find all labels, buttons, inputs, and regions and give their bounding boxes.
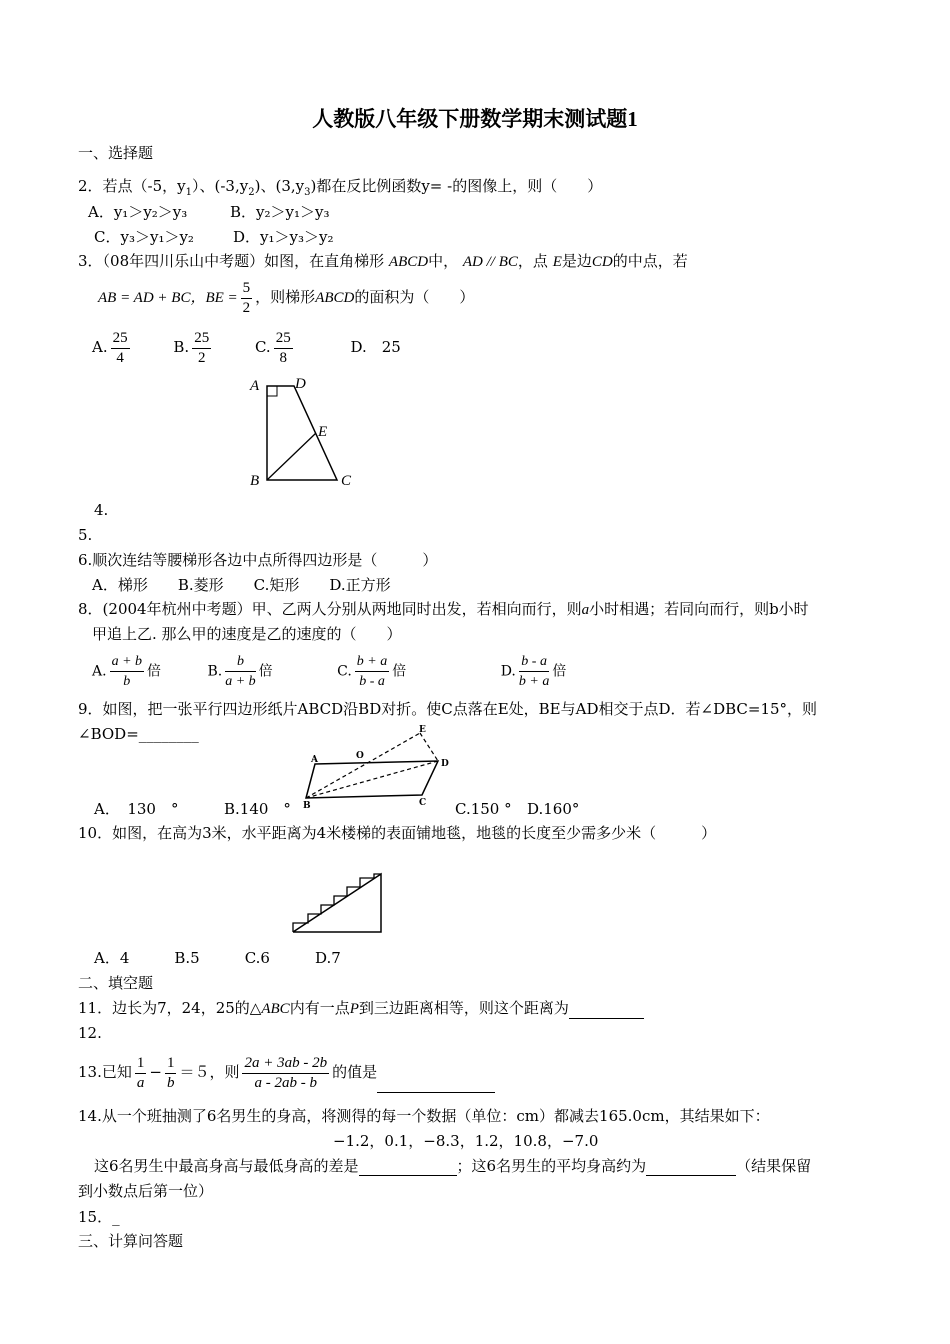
q14-line3-b: ；这6名男生的平均身高约为 xyxy=(456,1157,647,1175)
q13-minus: − xyxy=(149,1063,162,1081)
q2-option-c: C．y₃＞y₁＞y₂ xyxy=(94,228,194,246)
q3-e: E xyxy=(552,254,562,270)
q3-tail2: 的面积为（ ） xyxy=(354,288,475,306)
q10-options: A．4 B.5 C.6 D.7 xyxy=(94,949,341,967)
q14-line3 xyxy=(94,1156,811,1176)
q8-a-num: a + b xyxy=(110,652,144,672)
q8-b-den: a + b xyxy=(225,674,256,689)
q3-line1-a: 3．（08年四川乐山中考题）如图，在直角梯形 xyxy=(78,252,385,270)
section-choice: 一、选择题 xyxy=(78,144,154,162)
q3-zhongdian: 的中点，若 xyxy=(612,252,688,270)
q8-c-num: b + a xyxy=(355,652,389,672)
section-calc: 三、计算问答题 xyxy=(78,1232,184,1250)
q3-b-num: 25 xyxy=(192,329,211,349)
q2-stem xyxy=(78,176,602,203)
q8-d-den: b + a xyxy=(518,674,550,689)
q8-d-num: b - a xyxy=(519,652,549,672)
q8-bei-a: 倍 xyxy=(147,663,162,680)
page-title: 人教版八年级下册数学期末测试题1 xyxy=(312,107,638,131)
q9-option-c: C.150 ° xyxy=(455,800,512,818)
q14-line3-a: 这6名男生中最高身高与最低身高的差是 xyxy=(94,1157,359,1175)
q2-option-b: B．y₂＞y₁＞y₃ xyxy=(230,203,330,221)
q11-answer-blank[interactable] xyxy=(569,1002,644,1019)
q13-f2-num: 1 xyxy=(165,1054,177,1074)
q2-option-d: D．y₁＞y₃＞y₂ xyxy=(233,228,334,246)
q2-stem-c: )、(3,y xyxy=(254,177,305,195)
q12: 12. xyxy=(78,1024,102,1042)
q3-b-den: 2 xyxy=(197,349,206,366)
q3-zhong: 中， xyxy=(428,252,459,270)
q2-option-a: A．y₁＞y₂＞y₃ xyxy=(88,203,188,221)
q3-cd: CD xyxy=(591,254,613,270)
q3-tail: ，则梯形 xyxy=(255,288,316,306)
label-e: E xyxy=(419,725,426,735)
q3-option-d: D. 25 xyxy=(350,338,401,356)
trapezoid-figure xyxy=(245,372,365,492)
q9-option-a: A． 130 ° xyxy=(94,800,179,818)
label-c: C xyxy=(419,798,427,808)
q13-f3-num: 2a + 3ab - 2b xyxy=(242,1054,329,1074)
label-b: B xyxy=(303,801,311,811)
q3-c-den: 8 xyxy=(279,349,287,366)
q13-f1-num: 1 xyxy=(135,1054,147,1074)
label-e: E xyxy=(318,424,328,440)
q6-options: A．梯形 B.菱形 C.矩形 D.正方形 xyxy=(92,576,391,594)
q11-abc: ABC xyxy=(261,1001,290,1017)
q11 xyxy=(78,998,644,1019)
q11-c: 到三边距离相等，则这个距离为 xyxy=(358,999,569,1017)
q14-line4: 到小数点后第一位） xyxy=(78,1182,214,1200)
q14-answer-blank-2[interactable] xyxy=(646,1159,736,1176)
q8-options xyxy=(92,652,566,691)
q8-option-d: D. xyxy=(500,663,516,680)
q3-frac-num: 5 xyxy=(241,279,253,299)
q8-b-num: b xyxy=(225,652,255,672)
q3-condition: AB = AD + BC，BE = xyxy=(98,290,238,306)
q13 xyxy=(78,1053,495,1093)
q2-sub2: 2 xyxy=(248,187,255,198)
q2-sub1: 1 xyxy=(185,187,193,198)
q8-bei-c: 倍 xyxy=(392,663,407,680)
q3-a-num: 25 xyxy=(111,329,130,349)
staircase-figure xyxy=(290,870,385,935)
q8-option-a: A. xyxy=(92,663,107,680)
q3-fraction xyxy=(241,279,253,318)
q8-bei-b: 倍 xyxy=(258,663,273,680)
q3-shibian: 是边 xyxy=(561,252,592,270)
q3-option-c: C. xyxy=(254,338,271,356)
q3-a-den: 4 xyxy=(116,349,124,366)
q3-abcd-2: ABCD xyxy=(315,290,355,306)
q2-stem-b: ）、(-3,y xyxy=(192,177,249,195)
label-o: O xyxy=(356,751,364,761)
q3-option-a: A. xyxy=(92,338,108,356)
q11-p: P xyxy=(349,1001,359,1017)
q11-b: 内有一点 xyxy=(289,999,350,1017)
q3-line2 xyxy=(98,278,474,318)
q8-a: a xyxy=(581,602,590,618)
q8-bei-d: 倍 xyxy=(552,663,567,680)
q13-f3-den: a - 2ab - b xyxy=(254,1074,318,1091)
label-a: A xyxy=(250,378,260,394)
parallelogram-figure xyxy=(298,724,458,809)
q9-line2: ∠BOD=________ xyxy=(78,725,199,743)
q2-stem-d: )都在反比例函数y= -的图像上，则（ ） xyxy=(310,177,603,195)
q14-line3-c: （结果保留 xyxy=(736,1157,812,1175)
q3-c-num: 25 xyxy=(274,329,293,349)
label-a: A xyxy=(311,755,318,765)
label-c: C xyxy=(341,473,352,489)
q3-dian: ，点 xyxy=(517,252,548,270)
q14-data: −1.2，0.1，−8.3，1.2，10.8，−7.0 xyxy=(333,1132,599,1150)
q2-sub3: 3 xyxy=(304,187,311,198)
q3-options xyxy=(92,328,401,368)
q14-line1: 14.从一个班抽测了6名男生的身高，将测得的每一个数据（单位：cm）都减去165.0cm，其结果如下： xyxy=(78,1107,770,1125)
q8-line1-a: 8．(2004年杭州中考题）甲、乙两人分别从两地同时出发，若相向而行，则 xyxy=(78,600,582,618)
q5: 5. xyxy=(78,526,93,544)
q8-a-den: b xyxy=(123,674,131,689)
q3-option-b: B. xyxy=(173,338,190,356)
q4: 4. xyxy=(94,501,109,519)
label-d: D xyxy=(295,376,306,392)
q9-line1: 9．如图，把一张平行四边形纸片ABCD沿BD对折。使C点落在E处，BE与AD相交于点D．若∠DBC=15°，则 xyxy=(78,700,818,718)
q8-line2: 甲追上乙. 那么甲的速度是乙的速度的（ ） xyxy=(92,625,402,643)
q8-option-b: B. xyxy=(207,663,223,680)
label-d: D xyxy=(441,759,449,769)
q3-abcd: ABCD xyxy=(388,254,429,270)
section-fill: 二、填空题 xyxy=(78,974,154,992)
q13-f2-den: b xyxy=(166,1074,175,1091)
q3-frac-den: 2 xyxy=(242,299,251,316)
q8-c-den: b - a xyxy=(359,674,385,689)
q13-eq: ＝５，则 xyxy=(179,1063,240,1081)
q3-line1 xyxy=(78,251,688,272)
q6-stem: 6.顺次连结等腰梯形各边中点所得四边形是（ ） xyxy=(78,551,438,569)
q10-stem: 10．如图，在高为3米，水平距离为4米楼梯的表面铺地毯，地毯的长度至少需多少米（ ） xyxy=(78,824,717,842)
q3-adbc: AD // BC xyxy=(462,254,518,270)
q2-stem-a: 2．若点（-5，y xyxy=(78,177,186,195)
q13-f1-den: a xyxy=(136,1074,145,1091)
label-b: B xyxy=(250,473,260,489)
q11-a: 11．边长为7，24，25的△ xyxy=(78,999,262,1017)
q9-option-b: B.140 ° xyxy=(224,800,291,818)
q13-answer-blank[interactable] xyxy=(377,1076,495,1093)
q8-line1 xyxy=(78,599,809,620)
q8-option-c: C. xyxy=(337,663,352,680)
q8-line1-tail: 小时相遇；若同向而行，则b小时 xyxy=(589,600,809,618)
q13-a: 13.已知 xyxy=(78,1063,132,1081)
q15: 15．_ xyxy=(78,1208,120,1226)
q13-tail: 的值是 xyxy=(332,1063,378,1081)
q14-answer-blank-1[interactable] xyxy=(359,1159,457,1176)
q9-option-d: D.160° xyxy=(527,800,580,818)
